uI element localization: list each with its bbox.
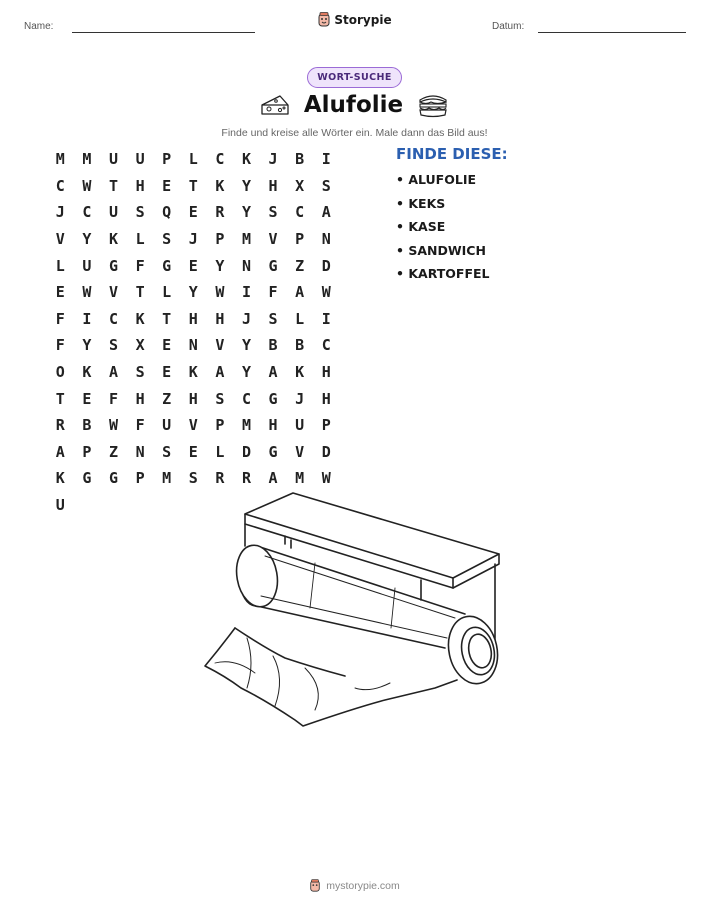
- grid-cell[interactable]: D: [321, 442, 331, 461]
- grid-cell[interactable]: M: [55, 150, 65, 169]
- grid-cell[interactable]: P: [215, 416, 225, 435]
- grid-cell[interactable]: G: [108, 469, 118, 488]
- grid-cell[interactable]: W: [82, 176, 92, 195]
- grid-cell[interactable]: F: [135, 416, 145, 435]
- storypie-mascot-icon: [309, 879, 321, 893]
- grid-cell[interactable]: L: [162, 283, 172, 302]
- grid-cell[interactable]: G: [82, 469, 92, 488]
- title-row: [0, 92, 709, 118]
- word-item: • SANDWICH: [396, 242, 486, 258]
- grid-cell[interactable]: U: [108, 150, 118, 169]
- grid-cell[interactable]: C: [108, 309, 118, 328]
- grid-cell[interactable]: U: [55, 496, 65, 515]
- grid-cell[interactable]: V: [295, 442, 305, 461]
- grid-cell[interactable]: P: [295, 230, 305, 249]
- grid-cell[interactable]: C: [241, 389, 251, 408]
- grid-cell[interactable]: H: [188, 309, 198, 328]
- grid-cell[interactable]: M: [241, 416, 251, 435]
- grid-cell[interactable]: K: [55, 469, 65, 488]
- grid-cell[interactable]: N: [188, 336, 198, 355]
- grid-cell[interactable]: Z: [295, 256, 305, 275]
- name-label: Name:: [24, 21, 54, 32]
- word-list: [396, 170, 490, 288]
- grid-cell[interactable]: E: [55, 283, 65, 302]
- grid-cell[interactable]: H: [268, 416, 278, 435]
- grid-cell[interactable]: H: [321, 363, 331, 382]
- grid-cell[interactable]: V: [108, 283, 118, 302]
- grid-cell[interactable]: J: [268, 150, 278, 169]
- grid-cell[interactable]: J: [241, 309, 251, 328]
- grid-cell[interactable]: Z: [162, 389, 172, 408]
- grid-cell[interactable]: V: [215, 336, 225, 355]
- grid-cell[interactable]: E: [188, 256, 198, 275]
- sandwich-icon: [417, 92, 449, 118]
- grid-cell[interactable]: R: [215, 469, 225, 488]
- grid-cell[interactable]: K: [215, 176, 225, 195]
- grid-cell[interactable]: F: [108, 389, 118, 408]
- grid-cell[interactable]: W: [321, 469, 331, 488]
- word-item: • KASE: [396, 219, 446, 234]
- grid-cell[interactable]: P: [82, 442, 92, 461]
- grid-cell[interactable]: S: [135, 203, 145, 222]
- grid-cell[interactable]: B: [295, 336, 305, 355]
- grid-cell[interactable]: I: [241, 283, 251, 302]
- grid-cell[interactable]: E: [82, 389, 92, 408]
- grid-cell[interactable]: H: [135, 176, 145, 195]
- grid-cell[interactable]: S: [162, 230, 172, 249]
- grid-cell[interactable]: G: [268, 389, 278, 408]
- grid-cell[interactable]: I: [321, 150, 331, 169]
- grid-cell[interactable]: K: [82, 363, 92, 382]
- grid-cell[interactable]: K: [241, 150, 251, 169]
- grid-cell[interactable]: A: [55, 442, 65, 461]
- grid-cell[interactable]: T: [188, 176, 198, 195]
- grid-cell[interactable]: V: [188, 416, 198, 435]
- grid-cell[interactable]: H: [188, 389, 198, 408]
- footer: [0, 879, 709, 893]
- grid-cell[interactable]: T: [162, 309, 172, 328]
- grid-cell[interactable]: A: [321, 203, 331, 222]
- grid-cell[interactable]: W: [82, 283, 92, 302]
- grid-cell[interactable]: E: [188, 442, 198, 461]
- grid-cell[interactable]: R: [241, 469, 251, 488]
- grid-cell[interactable]: L: [55, 256, 65, 275]
- grid-cell[interactable]: M: [295, 469, 305, 488]
- grid-cell[interactable]: A: [108, 363, 118, 382]
- grid-cell[interactable]: V: [268, 230, 278, 249]
- grid-cell[interactable]: I: [82, 309, 92, 328]
- grid-cell[interactable]: G: [108, 256, 118, 275]
- name-line[interactable]: [72, 32, 255, 33]
- grid-cell[interactable]: K: [295, 363, 305, 382]
- grid-cell[interactable]: Y: [188, 283, 198, 302]
- grid-cell[interactable]: W: [215, 283, 225, 302]
- grid-cell[interactable]: Y: [241, 363, 251, 382]
- footer-url[interactable]: mystorypie.com: [326, 880, 400, 892]
- grid-cell[interactable]: O: [55, 363, 65, 382]
- grid-cell[interactable]: S: [135, 363, 145, 382]
- word-search-grid: [47, 146, 340, 518]
- grid-cell[interactable]: R: [55, 416, 65, 435]
- grid-cell[interactable]: J: [188, 230, 198, 249]
- cheese-icon: [260, 93, 290, 117]
- grid-cell[interactable]: H: [135, 389, 145, 408]
- grid-cell[interactable]: P: [162, 150, 172, 169]
- brand: [0, 12, 709, 28]
- grid-cell[interactable]: W: [108, 416, 118, 435]
- grid-cell[interactable]: S: [268, 203, 278, 222]
- grid-cell[interactable]: S: [321, 176, 331, 195]
- page-title: Alufolie: [303, 92, 404, 118]
- grid-cell[interactable]: E: [162, 363, 172, 382]
- grid-cell[interactable]: S: [268, 309, 278, 328]
- grid-cell[interactable]: U: [295, 416, 305, 435]
- grid-cell[interactable]: Y: [82, 336, 92, 355]
- grid-cell[interactable]: F: [268, 283, 278, 302]
- grid-cell[interactable]: E: [188, 203, 198, 222]
- grid-cell[interactable]: U: [162, 416, 172, 435]
- grid-cell[interactable]: W: [321, 283, 331, 302]
- date-label: Datum:: [492, 21, 525, 32]
- word-item: • ALUFOLIE: [396, 172, 477, 187]
- grid-cell[interactable]: E: [162, 176, 172, 195]
- grid-cell[interactable]: M: [241, 230, 251, 249]
- grid-cell[interactable]: U: [135, 150, 145, 169]
- grid-cell[interactable]: U: [108, 203, 118, 222]
- aluminum-foil-dispenser-drawing: [195, 488, 515, 728]
- grid-cell[interactable]: V: [55, 230, 65, 249]
- grid-cell[interactable]: D: [321, 256, 331, 275]
- grid-cell[interactable]: Y: [82, 230, 92, 249]
- grid-cell[interactable]: C: [321, 336, 331, 355]
- grid-cell[interactable]: F: [55, 336, 65, 355]
- grid-cell[interactable]: A: [295, 283, 305, 302]
- grid-cell[interactable]: J: [295, 389, 305, 408]
- storypie-mascot-icon: [317, 12, 331, 28]
- date-line[interactable]: [538, 32, 686, 33]
- grid-cell[interactable]: L: [295, 309, 305, 328]
- grid-cell[interactable]: A: [268, 469, 278, 488]
- word-item: • KARTOFFEL: [396, 266, 490, 281]
- grid-cell[interactable]: T: [55, 389, 65, 408]
- grid-cell[interactable]: K: [108, 230, 118, 249]
- grid-cell[interactable]: C: [295, 203, 305, 222]
- grid-cell[interactable]: N: [321, 230, 331, 249]
- grid-cell[interactable]: P: [321, 416, 331, 435]
- grid-cell[interactable]: S: [215, 389, 225, 408]
- grid-cell[interactable]: S: [162, 442, 172, 461]
- grid-cell[interactable]: J: [55, 203, 65, 222]
- grid-cell[interactable]: X: [135, 336, 145, 355]
- grid-cell[interactable]: Y: [241, 176, 251, 195]
- grid-cell[interactable]: G: [162, 256, 172, 275]
- brand-name: Storypie: [334, 13, 392, 27]
- grid-cell[interactable]: B: [295, 150, 305, 169]
- instructions: Finde und kreise alle Wörter ein. Male dann das Bild aus!: [221, 127, 488, 139]
- grid-cell[interactable]: Y: [241, 336, 251, 355]
- grid-cell[interactable]: M: [82, 150, 92, 169]
- word-item: • KEKS: [396, 195, 446, 211]
- grid-cell[interactable]: T: [108, 176, 118, 195]
- grid-cell[interactable]: K: [135, 309, 145, 328]
- grid-cell[interactable]: L: [188, 150, 198, 169]
- badge: [0, 67, 709, 88]
- grid-cell[interactable]: F: [135, 256, 145, 275]
- grid-cell[interactable]: A: [215, 363, 225, 382]
- grid-cell[interactable]: L: [135, 230, 145, 249]
- grid-cell[interactable]: C: [55, 176, 65, 195]
- grid-cell[interactable]: D: [241, 442, 251, 461]
- grid-cell[interactable]: R: [215, 203, 225, 222]
- grid-cell[interactable]: G: [268, 256, 278, 275]
- grid-cell[interactable]: H: [268, 176, 278, 195]
- grid-cell[interactable]: Y: [241, 203, 251, 222]
- grid-cell[interactable]: F: [55, 309, 65, 328]
- grid-cell[interactable]: T: [135, 283, 145, 302]
- grid-cell[interactable]: B: [268, 336, 278, 355]
- grid-cell[interactable]: P: [135, 469, 145, 488]
- grid-cell[interactable]: N: [241, 256, 251, 275]
- badge-label: WORT-SUCHE: [307, 67, 401, 88]
- grid-cell[interactable]: H: [215, 309, 225, 328]
- grid-cell[interactable]: S: [188, 469, 198, 488]
- grid-cell[interactable]: S: [108, 336, 118, 355]
- grid-cell[interactable]: C: [82, 203, 92, 222]
- grid-cell[interactable]: K: [188, 363, 198, 382]
- grid-cell[interactable]: U: [82, 256, 92, 275]
- grid-cell[interactable]: L: [215, 442, 225, 461]
- grid-cell[interactable]: X: [295, 176, 305, 195]
- grid-cell[interactable]: Q: [162, 203, 172, 222]
- grid-cell[interactable]: I: [321, 309, 331, 328]
- grid-cell[interactable]: N: [135, 442, 145, 461]
- find-title: FINDE DIESE:: [396, 145, 508, 163]
- grid-cell[interactable]: Y: [215, 256, 225, 275]
- grid-cell[interactable]: Z: [108, 442, 118, 461]
- grid-cell[interactable]: A: [268, 363, 278, 382]
- grid-cell[interactable]: B: [82, 416, 92, 435]
- grid-cell[interactable]: G: [268, 442, 278, 461]
- grid-cell[interactable]: C: [215, 150, 225, 169]
- grid-cell[interactable]: H: [321, 389, 331, 408]
- grid-cell[interactable]: P: [215, 230, 225, 249]
- grid-cell[interactable]: M: [162, 469, 172, 488]
- grid-cell[interactable]: E: [162, 336, 172, 355]
